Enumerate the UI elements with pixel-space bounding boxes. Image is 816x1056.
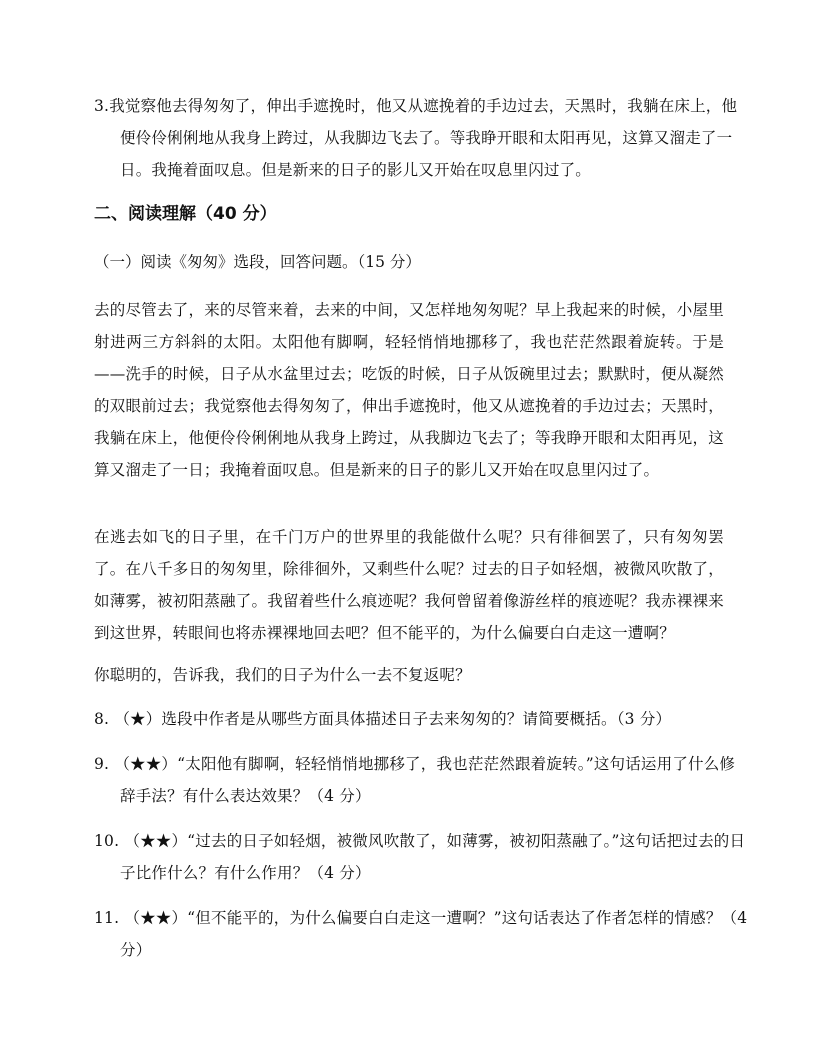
question-9: 9. （★★）“太阳他有脚啊，轻轻悄悄地挪移了，我也茫茫然跟着旋转。”这句话运用了什么修辞手法？有什么表达效果？（4 分） <box>94 755 736 805</box>
question-11: 11. （★★）“但不能平的，为什么偏要白白走这一遭啊？”这句话表达了作者怎样的情感？（4 分） <box>94 909 748 959</box>
question-8: 8. （★）选段中作者是从哪些方面具体描述日子去来匆匆的？请简要概括。（3 分） <box>94 710 672 728</box>
question-3-text: 3.我觉察他去得匆匆了，伸出手遮挽时，他又从遮挽着的手边过去，天黑时，我躺在床上，他便伶伶俐俐地从我身上跨过，从我脚边飞去了。等我睁开眼和太阳再见，这算又溜走了一日。我掩着面叹息。但是新来的日子的影儿又开始在叹息里闪过了。 <box>94 97 738 179</box>
section-title-reading: 二、阅读理解（40 分） <box>94 204 277 224</box>
passage-paragraph-2: 在逃去如飞的日子里，在千门万户的世界里的我能做什么呢？只有徘徊罢了，只有匆匆罢了。在八千多日的匆匆里，除徘徊外，又剩些什么呢？过去的日子如轻烟，被微风吹散了，如薄雾，被初阳蒸融了。我留着些什么痕迹呢？我何曾留着像游丝样的痕迹呢？我赤裸裸来到这世界，转眼间也将赤裸裸地回去吧？但不能平的，为什么偏要白白走这一遭啊？ <box>94 528 724 642</box>
passage-paragraph-1: 去的尽管去了，来的尽管来着，去来的中间，又怎样地匆匆呢？早上我起来的时候，小屋里射进两三方斜斜的太阳。太阳他有脚啊，轻轻悄悄地挪移了，我也茫茫然跟着旋转。于是——洗手的时候，日子从水盆里过去；吃饭的时候，日子从饭碗里过去；默默时，便从凝然的双眼前过去；我觉察他去得匆匆了，伸出手遮挽时，他又从遮挽着的手边过去；天黑时，我躺在床上，他便伶伶俐俐地从我身上跨过，从我脚边飞去了；等我睁开眼和太阳再见，这算又溜走了一日；我掩着面叹息。但是新来的日子的影儿又开始在叹息里闪过了。 <box>94 301 724 479</box>
question-10: 10. （★★）“过去的日子如轻烟，被微风吹散了，如薄雾，被初阳蒸融了。”这句话把过去的日子比作什么？有什么作用？（4 分） <box>94 832 746 882</box>
passage-paragraph-3: 你聪明的，告诉我，我们的日子为什么一去不复返呢？ <box>94 666 471 684</box>
passage-subtitle: （一）阅读《匆匆》选段，回答问题。（15 分） <box>94 253 421 271</box>
